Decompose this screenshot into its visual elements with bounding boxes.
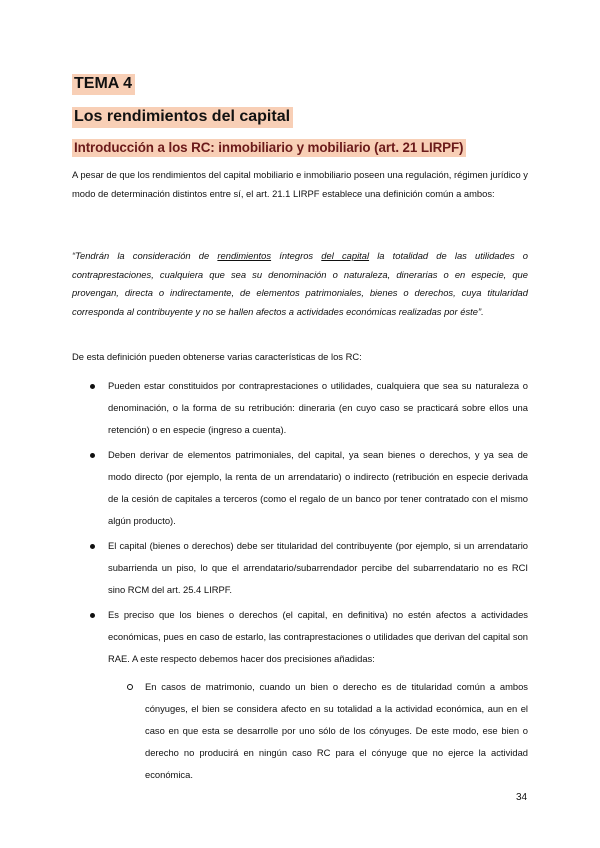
legal-quote <box>72 247 528 321</box>
quote-part-2: íntegros <box>271 250 322 261</box>
bullet-item: Es preciso que los bienes o derechos (el capital, en definitiva) no estén afectos a actividades económicas, pues en caso de estarlo, las contraprestaciones o utilidades que derivan del capital son RAE. A este respecto debemos hacer dos precisiones añadidas: <box>108 609 528 664</box>
bullet-dot-icon <box>90 544 95 549</box>
bullet-dot-icon <box>90 613 95 618</box>
bullet-item: Deben derivar de elementos patrimoniales, del capital, ya sean bienes o derechos, y ya sea de modo directo (por ejemplo, la renta de un arrendatario) o indirecto (retribución en especie derivada de la cesión de capitales a terceros (como el regalo de un banco por tener contratado con el mismo algún producto). <box>108 449 528 526</box>
page-number: 34 <box>516 792 528 803</box>
chapter-title-text: Los rendimientos del capital <box>72 107 293 128</box>
section-heading <box>72 139 466 157</box>
chapter-title <box>72 107 293 128</box>
quote-part-1: “Tendrán la consideración de <box>72 250 218 261</box>
bullet-item: Pueden estar constituidos por contraprestaciones o utilidades, cualquiera que sea su naturaleza o denominación, o la forma de su retribución: dineraria (en cuyo caso se practicará sobre ellos una retención) o en especie (ingreso a cuenta). <box>108 380 528 435</box>
lead-paragraph: De esta definición pueden obtenerse varias características de los RC: <box>72 351 362 362</box>
tema-heading <box>72 74 135 95</box>
bullet-dot-icon <box>90 453 95 458</box>
bullet-item: El capital (bienes o derechos) debe ser titularidad del contribuyente (por ejemplo, si un arrendatario subarrienda un piso, lo que el arrendatario/subarrendador percibe del subarrendatario no es RCI sino RCM del art. 25.4 LIRPF. <box>108 540 528 595</box>
quote-part-3: la totalidad de las utilidades o contraprestaciones, cualquiera que sea su denominación o naturaleza, dinerarias o en especie, que provengan, directa o indirectamente, de elementos patrimoniales, bienes o derechos, cuya titularidad corresponda al contribuyente y no se hallen afectos a actividades económicas realizadas por éste”. <box>72 250 529 317</box>
section-heading-text: Introducción a los RC: inmobiliario y mobiliario (art. 21 LIRPF) <box>72 139 466 157</box>
sub-bullet-circle-icon <box>127 684 133 690</box>
quote-underlined-capital: del capital <box>321 250 370 261</box>
bullet-dot-icon <box>90 384 95 389</box>
tema-heading-text: TEMA 4 <box>72 74 135 95</box>
sub-bullet-item: En casos de matrimonio, cuando un bien o derecho es de titularidad común a ambos cónyuges, el bien se considera afecto en su totalidad a la actividad económica, aun en el caso en que esta se desarrolle por uno sólo de los cónyuges. De este modo, ese bien o derecho no producirá en ningún caso RC para el cónyuge que no ejerce la actividad económica. <box>145 681 528 780</box>
intro-paragraph: A pesar de que los rendimientos del capital mobiliario e inmobiliario poseen una regulación, régimen jurídico y modo de determinación distintos entre sí, el art. 21.1 LIRPF establece una definición común a ambos: <box>72 169 528 199</box>
quote-underlined-rendimientos: rendimientos <box>217 250 272 261</box>
